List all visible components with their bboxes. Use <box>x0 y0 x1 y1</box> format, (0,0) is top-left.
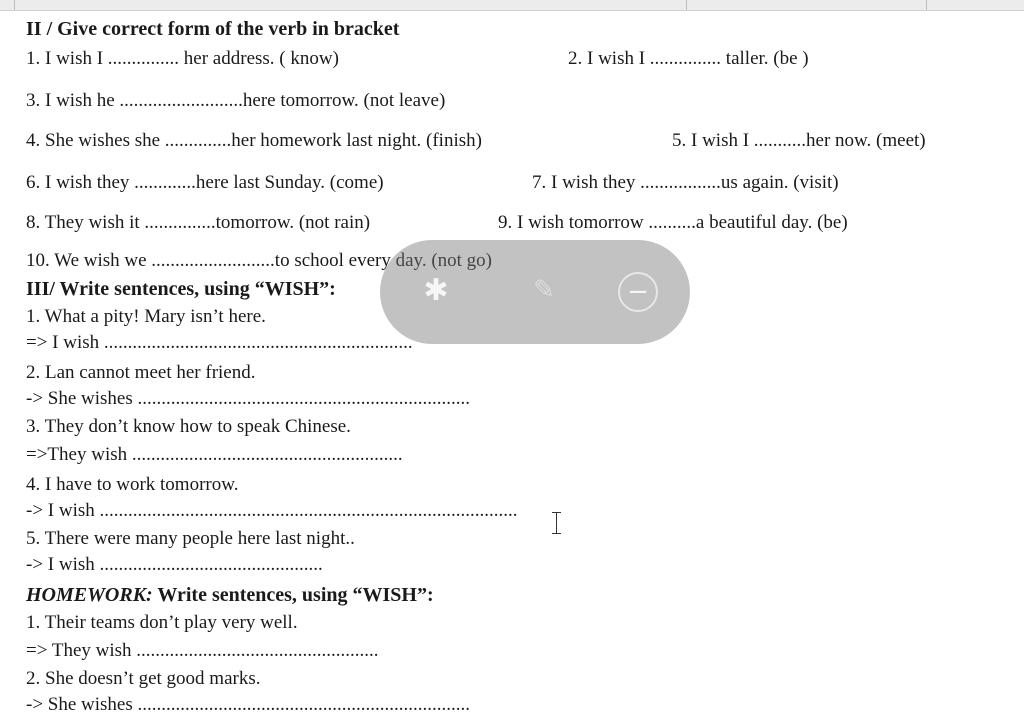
minus-circle-icon[interactable]: − <box>618 272 658 312</box>
exercise-item: 2. Lan cannot meet her friend. <box>26 362 256 383</box>
exercise-item: 4. I have to work tomorrow. <box>26 474 239 495</box>
section-2-heading: II / Give correct form of the verb in bracket <box>26 18 400 40</box>
floating-toolbar[interactable] <box>380 240 690 344</box>
pin-icon[interactable]: ✱ <box>423 272 449 308</box>
exercise-item: 2. I wish I ............... taller. (be ) <box>568 48 809 69</box>
exercise-item: 1. I wish I ............... her address. ( know) <box>26 48 339 69</box>
answer-line: -> I wish ........................................................................................ <box>26 500 518 521</box>
exercise-item: 2. She doesn’t get good marks. <box>26 668 261 689</box>
tool-icon[interactable]: ✎ <box>533 275 555 305</box>
ruler-mark <box>14 0 15 10</box>
exercise-item: 9. I wish tomorrow ..........a beautiful day. (be) <box>498 212 848 233</box>
answer-line: => They wish ................................................... <box>26 640 379 661</box>
exercise-item: 1. What a pity! Mary isn’t here. <box>26 306 266 327</box>
exercise-item: 5. There were many people here last night.. <box>26 528 355 549</box>
answer-line: -> I wish ............................................... <box>26 554 323 575</box>
exercise-item: 3. I wish he ..........................here tomorrow. (not leave) <box>26 90 446 111</box>
exercise-item: 4. She wishes she ..............her homework last night. (finish) <box>26 130 482 151</box>
exercise-item: 10. We wish we ..........................to school every day. (not go) <box>26 250 493 271</box>
exercise-item: 3. They don’t know how to speak Chinese. <box>26 416 351 437</box>
ruler-mark <box>686 0 687 10</box>
text-cursor-icon <box>556 512 565 534</box>
exercise-item: 6. I wish they .............here last Sunday. (come) <box>26 172 384 193</box>
exercise-item: 8. They wish it ...............tomorrow. (not rain) <box>26 212 371 233</box>
answer-line: -> She wishes ...................................................................... <box>26 694 471 715</box>
ruler-mark <box>926 0 927 10</box>
answer-line: => I wish ................................................................. <box>26 332 413 353</box>
answer-line: =>They wish ......................................................... <box>26 444 403 465</box>
answer-line: -> She wishes ...................................................................... <box>26 388 471 409</box>
homework-instruction: Write sentences, using “WISH”: <box>152 584 434 606</box>
exercise-item: 1. Their teams don’t play very well. <box>26 612 298 633</box>
exercise-item: 5. I wish I ...........her now. (meet) <box>672 130 926 151</box>
homework-heading <box>26 584 434 606</box>
worksheet-page <box>0 10 1024 724</box>
exercise-item: 7. I wish they .................us again. (visit) <box>532 172 839 193</box>
section-3-heading: III/ Write sentences, using “WISH”: <box>26 278 336 300</box>
homework-label: HOMEWORK: <box>26 584 153 606</box>
